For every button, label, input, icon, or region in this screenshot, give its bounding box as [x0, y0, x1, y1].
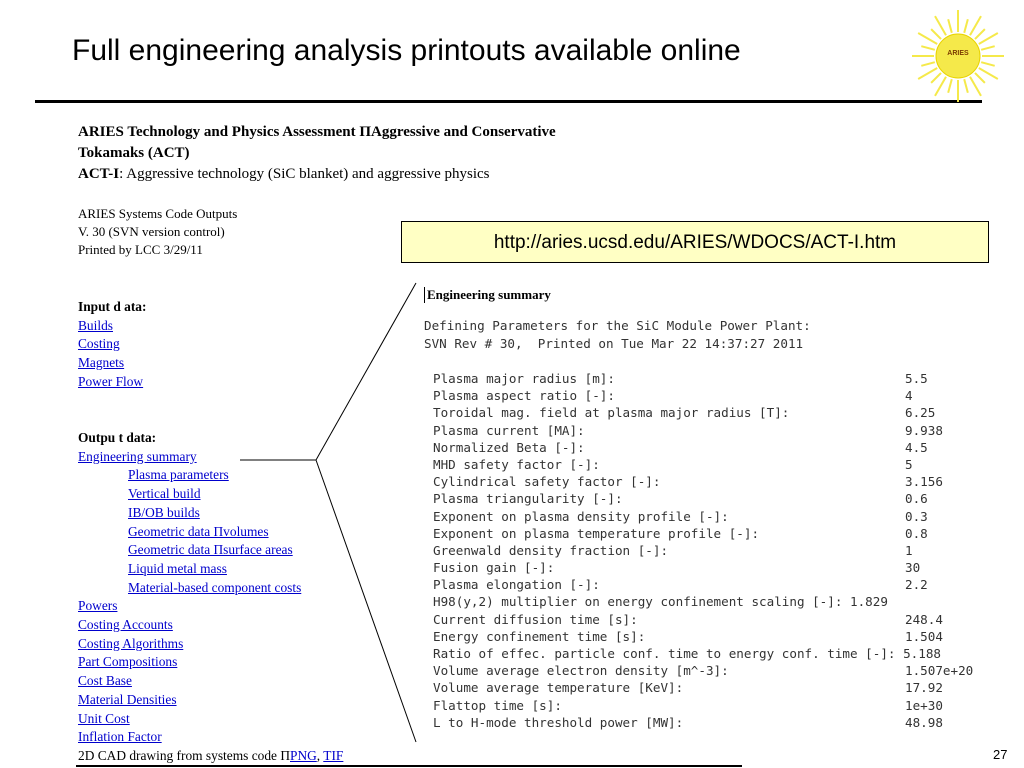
link-cad-png[interactable]: PNG — [290, 747, 317, 763]
param-row — [433, 559, 1013, 576]
param-row — [433, 645, 1013, 662]
param-row — [433, 662, 1013, 679]
defs-line: SVN Rev # 30, Printed on Tue Mar 22 14:37:27 2011 — [424, 335, 804, 351]
param-label: Cylindrical safety factor [-]: — [433, 474, 661, 490]
doc-heading-line2: Tokamaks (ACT) — [78, 145, 190, 161]
link-builds[interactable]: Builds — [78, 317, 113, 333]
output-data-section — [78, 429, 343, 766]
output-links-list — [78, 448, 343, 747]
sun-ray — [979, 33, 998, 44]
sun-ray — [964, 79, 968, 93]
output-link[interactable]: Costing Algorithms — [78, 635, 184, 651]
param-label: Greenwald density fraction [-]: — [433, 542, 669, 558]
param-value: 6.25 — [905, 405, 936, 421]
output-link[interactable]: Material-based component costs — [128, 579, 302, 595]
sun-ray — [964, 19, 968, 33]
sun-ray — [935, 77, 946, 96]
link-cad-tif[interactable]: TIF — [323, 747, 344, 763]
param-label: Plasma aspect ratio [-]: — [433, 388, 615, 404]
output-link[interactable]: IB/OB builds — [128, 504, 200, 520]
param-row — [433, 576, 1013, 593]
param-value: 2.2 — [905, 577, 928, 593]
param-row — [433, 593, 1013, 610]
sun-ray — [935, 16, 946, 35]
sun-ray — [931, 29, 941, 39]
sun-ray — [948, 79, 952, 93]
param-value: 5 — [905, 456, 913, 472]
param-value: 4 — [905, 388, 913, 404]
param-row — [433, 697, 1013, 714]
param-label: Plasma major radius [m]: — [433, 371, 615, 386]
output-data-title: Outpu t data: — [78, 430, 157, 445]
meta-line: V. 30 (SVN version control) — [78, 224, 225, 239]
sun-ray — [921, 62, 935, 66]
cad-prefix: 2D CAD drawing from systems code Π — [78, 747, 290, 763]
url-callout-text: http://aries.ucsd.edu/ARIES/WDOCS/ACT-I.htm — [493, 232, 897, 253]
output-link[interactable]: Engineering summary — [78, 448, 197, 464]
slide-title: Full engineering analysis printouts available online — [72, 34, 741, 67]
param-label: Plasma elongation [-]: — [433, 577, 600, 593]
param-row — [433, 404, 1013, 421]
param-label: Volume average electron density [m^-3]: — [433, 663, 729, 679]
param-value: 1.507e+20 — [905, 663, 974, 679]
sun-ray — [918, 33, 937, 44]
output-link[interactable]: Geometric data Πsurface areas — [128, 542, 293, 558]
input-data-title: Input d ata: — [78, 299, 147, 314]
page-number: 27 — [993, 747, 1008, 762]
defs-line: Defining Parameters for the SiC Module Power Plant: — [424, 318, 811, 333]
link-power-flow[interactable]: Power Flow — [78, 373, 144, 389]
param-label: MHD safety factor [-]: — [433, 456, 600, 472]
param-value: 0.3 — [905, 508, 928, 524]
document-header — [78, 122, 758, 185]
engineering-summary-title: Engineering summary — [424, 287, 811, 303]
engineering-params-table — [433, 370, 1013, 731]
param-row — [433, 473, 1013, 490]
link-costing[interactable]: Costing — [78, 336, 120, 352]
param-label: Flattop time [s]: — [433, 697, 562, 713]
title-divider — [35, 100, 982, 103]
output-link[interactable]: Geometric data Πvolumes — [128, 523, 269, 539]
param-label: Energy confinement time [s]: — [433, 628, 646, 644]
param-label: Plasma triangularity [-]: — [433, 491, 623, 507]
engineering-summary-panel — [424, 287, 811, 352]
sun-ray — [981, 46, 995, 50]
param-label: Exponent on plasma temperature profile [-]: — [433, 525, 760, 541]
output-link[interactable]: Liquid metal mass — [128, 560, 227, 576]
sun-ray — [970, 77, 981, 96]
sun-ray — [921, 46, 935, 50]
param-label: Plasma current [MA]: — [433, 422, 585, 438]
sun-ray — [979, 68, 998, 79]
doc-subtitle-rest: : Aggressive technology (SiC blanket) and aggressive physics — [119, 166, 490, 182]
param-row — [433, 370, 1013, 387]
sun-ray — [948, 19, 952, 33]
param-value: 1.504 — [905, 628, 943, 644]
param-label: L to H-mode threshold power [MW]: — [433, 714, 684, 730]
param-row — [433, 508, 1013, 525]
doc-subtitle-bold: ACT-I — [78, 166, 120, 182]
input-data-section — [78, 298, 146, 392]
sun-ray — [975, 29, 985, 39]
param-value: 1e+30 — [905, 697, 943, 713]
output-link[interactable]: Plasma parameters — [128, 467, 229, 483]
param-value: 17.92 — [905, 680, 943, 696]
output-link[interactable]: Cost Base — [78, 673, 132, 689]
output-link[interactable]: Part Compositions — [78, 654, 178, 670]
sun-ray — [981, 62, 995, 66]
engineering-defs — [424, 317, 811, 352]
doc-subtitle — [78, 164, 758, 185]
param-value: 3.156 — [905, 474, 943, 490]
param-row — [433, 679, 1013, 696]
param-label: Exponent on plasma density profile [-]: — [433, 508, 729, 524]
param-value: 30 — [905, 560, 921, 576]
output-link[interactable]: Vertical build — [128, 486, 201, 502]
param-value: 4.5 — [905, 439, 928, 455]
param-label: Volume average temperature [KeV]: — [433, 680, 684, 696]
param-row — [433, 439, 1013, 456]
bottom-divider — [76, 765, 742, 767]
param-label: Fusion gain [-]: — [433, 560, 555, 576]
param-row — [433, 490, 1013, 507]
sun-ray — [918, 68, 937, 79]
output-link[interactable]: Inflation Factor — [78, 729, 162, 745]
cad-separator: , — [316, 747, 324, 763]
sun-ray — [931, 73, 941, 83]
doc-heading-line1: ARIES Technology and Physics Assessment ΠAggressive and Conservative — [78, 124, 556, 140]
output-link[interactable]: Costing Accounts — [78, 617, 173, 633]
param-value: 0.8 — [905, 525, 928, 541]
param-value: 0.6 — [905, 491, 928, 507]
output-link[interactable]: Material Densities — [78, 691, 177, 707]
param-row — [433, 714, 1013, 731]
output-link[interactable]: Powers — [78, 598, 118, 614]
sun-ray — [970, 16, 981, 35]
meta-line: ARIES Systems Code Outputs — [78, 206, 238, 221]
sun-ray — [975, 73, 985, 83]
param-value: 9.938 — [905, 422, 943, 438]
url-callout-box — [401, 221, 989, 263]
param-label: Toroidal mag. field at plasma major radius [T]: — [433, 405, 790, 421]
param-row — [433, 422, 1013, 439]
param-label: Ratio of effec. particle conf. time to energy conf. time [-]: 5.188 — [433, 646, 941, 661]
param-value: 5.5 — [905, 371, 928, 386]
param-label: H98(y,2) multiplier on energy confinement scaling [-]: 1.829 — [433, 594, 888, 610]
meta-line: Printed by LCC 3/29/11 — [78, 242, 203, 257]
output-link[interactable]: Unit Cost — [78, 710, 130, 726]
param-row — [433, 525, 1013, 542]
param-row — [433, 628, 1013, 645]
param-row — [433, 387, 1013, 404]
param-label: Normalized Beta [-]: — [433, 439, 585, 455]
link-magnets[interactable]: Magnets — [78, 355, 125, 371]
cad-drawing-line — [78, 747, 343, 766]
param-row — [433, 456, 1013, 473]
param-label: Current diffusion time [s]: — [433, 611, 638, 627]
param-value: 48.98 — [905, 714, 943, 730]
param-value: 248.4 — [905, 611, 943, 627]
param-row — [433, 611, 1013, 628]
param-value: 1 — [905, 542, 913, 558]
doc-meta — [78, 205, 237, 259]
param-row — [433, 542, 1013, 559]
logo-text: ARIES — [947, 50, 969, 57]
